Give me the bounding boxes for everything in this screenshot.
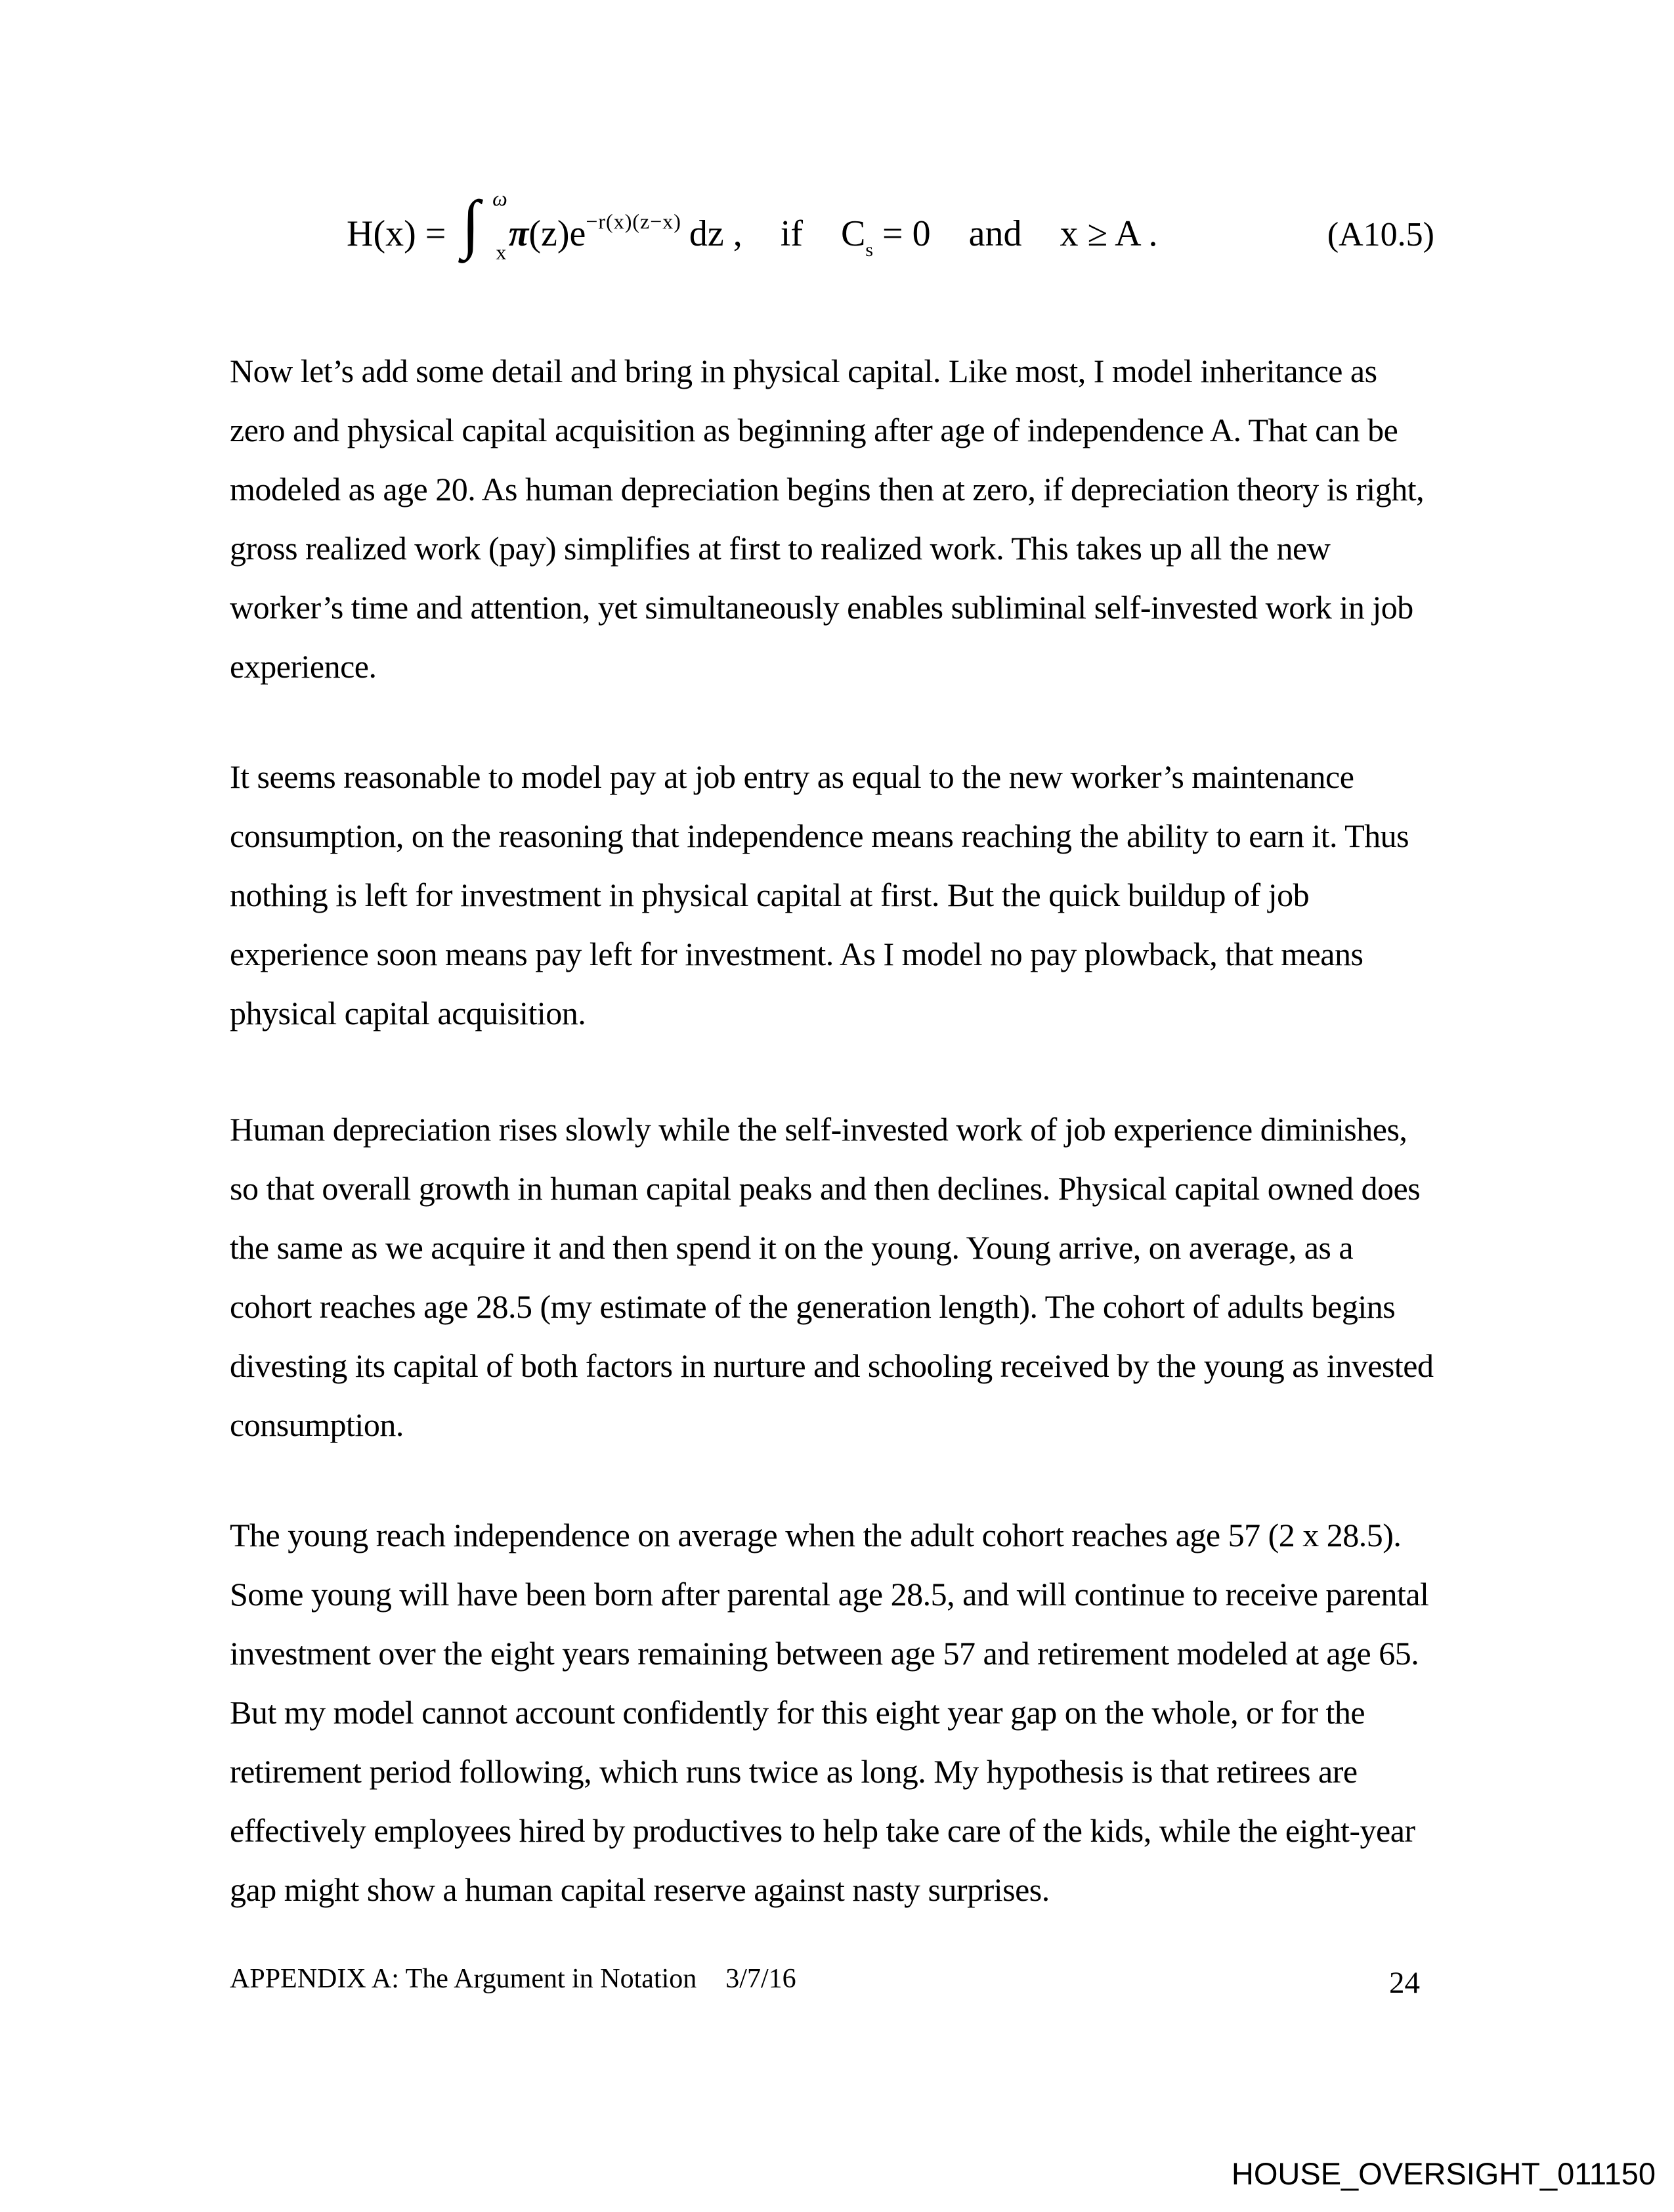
integrand (509, 209, 742, 255)
footer-date: 3/7/16 (725, 1964, 796, 1994)
and-word: and (968, 213, 1022, 254)
footer (230, 1963, 796, 1995)
integral (455, 186, 508, 264)
differential: dz , (689, 213, 742, 254)
c-symbol: C (840, 213, 866, 254)
page-number: 24 (1389, 1966, 1420, 2000)
paragraph-4: The young reach independence on average when the adult cohort reaches age 57 (2 x 28.5). Some young will have been born after parental age 28.5, and will continue to receive parental investment over the eight years remaining between age 57 and retirement modeled at age 65. But my model cannot account confidently for this eight year gap on the whole, or for the retirement period following, which runs twice as long. My hypothesis is that retirees are effectively employees hired by productives to help take care of the kids, while the eight-year gap might show a human capital reserve against nasty surprises. (230, 1517, 1429, 1908)
c-subscript: s (865, 239, 874, 261)
equals-zero: = 0 (882, 213, 931, 254)
if-word: if (780, 213, 803, 254)
inequality: x ≥ A . (1060, 213, 1158, 254)
integrand-rest: (z)e (528, 213, 586, 254)
bates-stamp: HOUSE_OVERSIGHT_011150 (1231, 2156, 1656, 2191)
condition-c (841, 213, 931, 261)
integral-upper-limit: ω (492, 186, 507, 210)
equation-a10-5 (230, 186, 1434, 264)
integral-lower-limit: x (496, 240, 507, 264)
paragraph-2: It seems reasonable to model pay at job entry as equal to the new worker’s maintenance consumption, on the reasoning that independence means reaching the ability to earn it. Thus nothing is left for investment in physical capital at first. But the quick buildup of job experience soon means pay left for investment. As I model no pay plowback, that means physical capital acquisition. (230, 758, 1409, 1031)
integral-sign: ∫ (461, 187, 480, 260)
exponent: −r(x)(z−x) (586, 209, 681, 233)
equation-lhs: H(x) = (347, 213, 446, 254)
paragraph-1: Now let’s add some detail and bring in physical capital. Like most, I model inheritance as zero and physical capital acquisition as beginning after age of independence A. That can be modeled as age 20. As human depreciation begins then at zero, if depreciation theory is right, gross realized work (pay) simplifies at first to realized work. This takes up all the new worker’s time and attention, yet simultaneously enables subliminal self-invested work in job experience. (230, 353, 1425, 685)
footer-appendix-title: APPENDIX A: The Argument in Notation (230, 1964, 697, 1994)
pi-symbol: π (508, 213, 529, 254)
equation-number-label: (A10.5) (1327, 216, 1434, 253)
paragraph-3: Human depreciation rises slowly while the self-invested work of job experience diminishes, so that overall growth in human capital peaks and then declines. Physical capital owned does the same as we acquire it and then spend it on the young. Young arrive, on average, as a cohort reaches age 28.5 (my estimate of the generation length). The cohort of adults begins divesting its capital of both factors in nurture and schooling received by the young as invested consumption. (230, 1111, 1434, 1443)
